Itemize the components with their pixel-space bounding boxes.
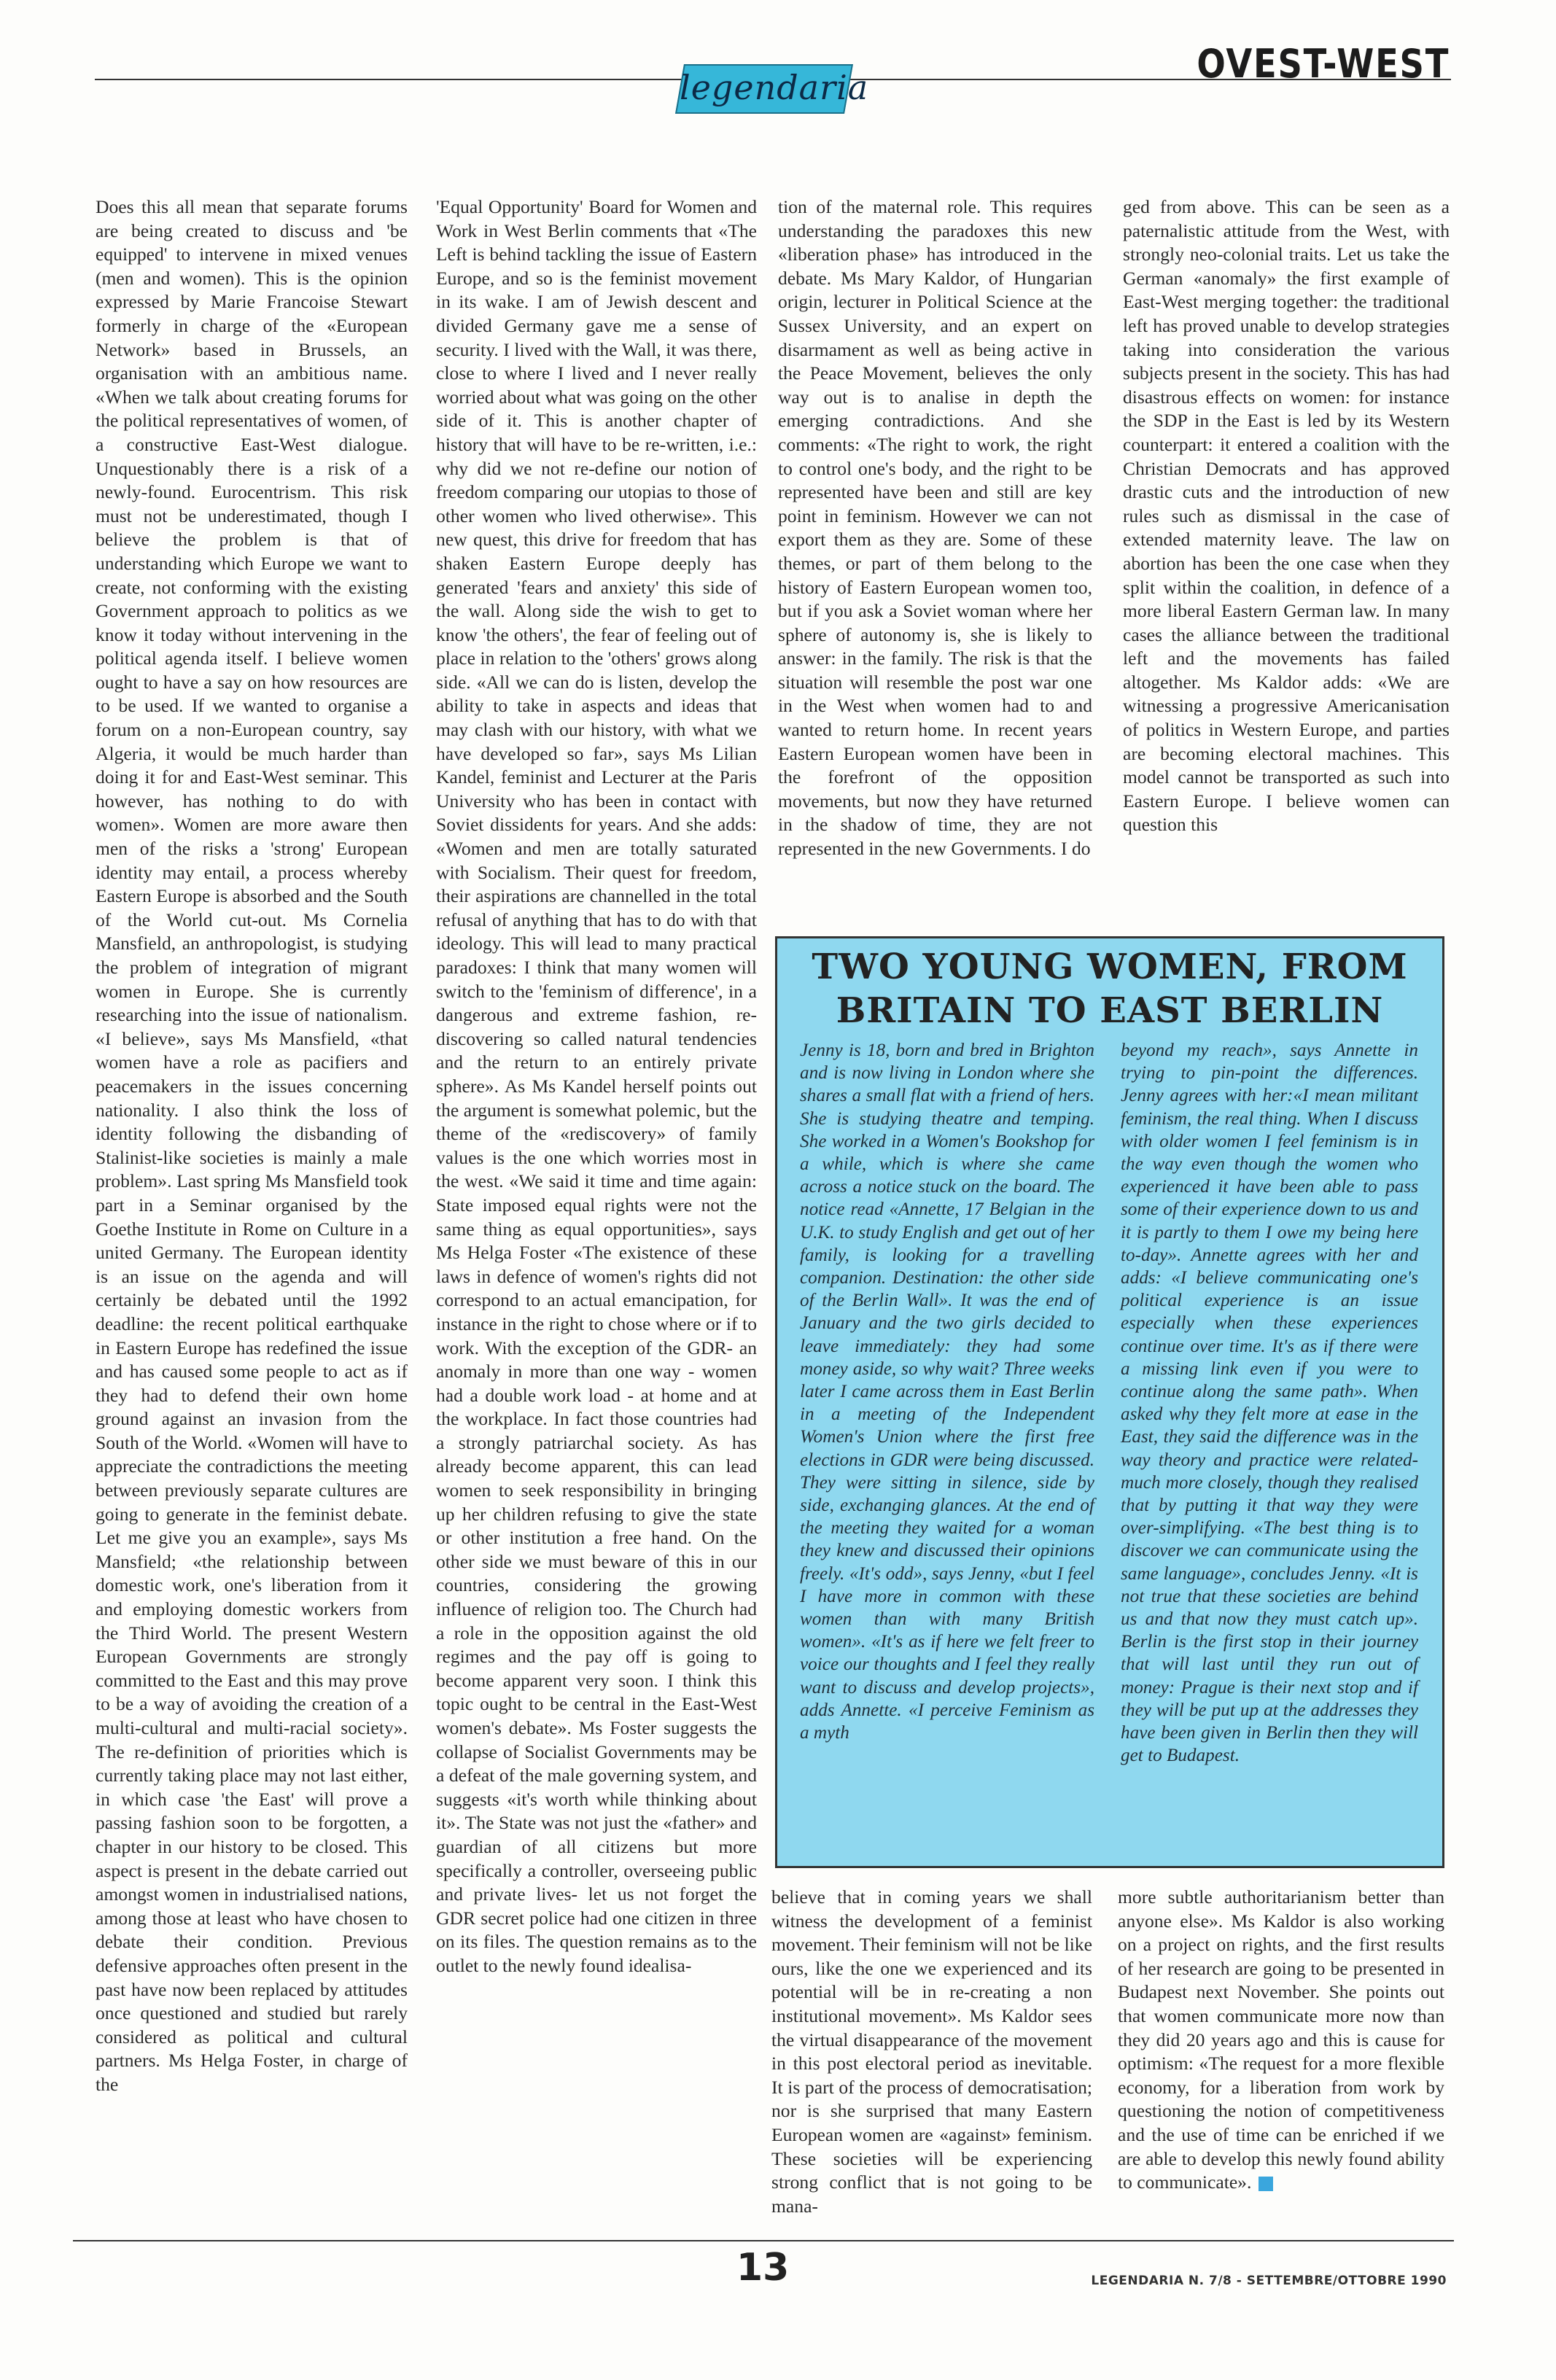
article-column-6 xyxy=(1118,1886,1444,2193)
article-text-col5: believe that in coming years we shall witness the development of a feminist movement. Their feminism will not be like ours, like the one we experienced and its potential will be in re-creating a non institutional movement». Ms Kaldor sees the virtual disappearance of the movement in this post electoral period as inevitable. It is part of the process of democratisation; nor is she surprised that many Eastern European women are «against» feminism. These societies will be experiencing strong conflict that is not going to be mana- xyxy=(771,1886,1092,2217)
boxout-title: TWO YOUNG WOMEN, FROM BRITAIN TO EAST BERLIN xyxy=(812,946,1408,1031)
footer-rule xyxy=(73,2240,1454,2241)
boxout-column-2: beyond my reach», says Annette in trying to pin-point the differences. Jenny agrees with her:«I mean militant feminism, the real thing. When I discuss with older women I feel feminism is in the way even though the women who experienced it have been able to pass some of their experience down to us and it is partly to them I owe my being here to-day». Annette agrees with her and adds: «I believe communicating one's political experience is an issue especially when these experiences continue over time. It's as if there were a missing link even if you were to continue along the same path». When asked why they felt more at ease in the East, they said the difference was in the way theory and practice were related- much more closely, though they realised that by putting it that way they were over-simplifying. «The best thing is to discover we can communicate using the same language», concludes Jenny. «It is not true that these societies are behind us and that now they must catch up». Berlin is the first stop in their journey that will last until they run out of money: Prague is their next stop and if they will be put up at the addresses they have been given in Berlin then they will get to Budapest. xyxy=(1121,1041,1418,1766)
section-title: OVEST-WEST xyxy=(1197,41,1450,87)
article-column-4 xyxy=(1123,195,1450,930)
article-text-col3: tion of the maternal role. This requires understanding the paradoxes this new «liberation phase» has introduced in the debate. Ms Mary Kaldor, of Hungarian origin, lecturer in Political Science at the Sussex University, and an expert on disarmament as well as being active in the Peace Movement, believes the only way out is to analise in depth the emerging contradictions. And she comments: «The right to work, the right to control one's body, and the right to be represented have been and still are key point in feminism. However we can not export them as they are. Some of these themes, or part of them belong to the history of Eastern European women too, but if you ask a Soviet woman where her sphere of autonomy is, she is likely to answer: in the family. The risk is that the situation will resemble the post war one in the West when women had to and wanted to return home. In recent years Eastern European women have been in the forefront of the opposition movements, but now they have returned in the shadow of time, they are not represented in the new Governments. I do xyxy=(778,196,1092,860)
end-of-article-square-icon xyxy=(1259,2177,1273,2191)
page-number: 13 xyxy=(736,2246,790,2290)
article-column-5 xyxy=(771,1886,1092,2217)
article-text-col2: 'Equal Opportunity' Board for Women and Work in West Berlin comments that «The Left is behind tackling the issue of Eastern Europe, and so is the feminist movement in its wake. I am of Jewish descent and divided Germany gave me a sense of security. I lived with the Wall, it was there, close to where I lived and I never really worried about what was going on the other side of it. This is another chapter of history that will have to be re-written, i.e.: why did we not re-define our notion of freedom comparing our utopias to those of other women who lived otherwise». This new quest, this drive for freedom that has shaken Eastern Europe deeply has generated 'fears and anxiety' this side of the wall. Along side the wish to get to know 'the others', the fear of feeling out of place in relation to the 'others' grows along side. «All we can do is listen, develop the ability to take in aspects and ideas that may clash with our history, with what we have developed so far», says Ms Lilian Kandel, feminist and Lecturer at the Paris University who has been in contact with Soviet dissidents for years. And she adds: «Women and men are totally saturated with Socialism. Their quest for freedom, their aspirations are channelled in the total refusal of anything that has to do with that ideology. This will lead to many practical paradoxes: I think that many women will switch to the 'feminism of difference', in a dangerous and extreme fashion, re-discovering so called natural tendencies and the return to an entirely private sphere». As Ms Kandel herself points out the argument is somewhat polemic, but the theme of the «rediscovery» of family values is the one which worries most in the west. «We said it time and time again: State imposed equal rights were not the same thing as equal opportunities», says Ms Helga Foster «The existence of these laws in defence of women's rights did not correspond to an actual emancipation, for instance in the right to chose where or if to work. With the exception of the GDR- an anomaly in more than one way - women had a double work load - at home and at the workplace. In fact those countries had a strongly patriarchal society. As has already become apparent, this can lead women to seek responsibility in bringing up her children refusing to give the state or other institution a free hand. On the other side we must beware of this in our countries, considering the growing influence of religion too. The Church had a role in the opposition against the old regimes and the pay off is going to become apparent very soon. I think this topic ought to be central in the East-West women's debate». Ms Foster suggests the collapse of Socialist Governments may be a defeat of the male governing system, and suggests «it's worth while thinking about it». The State was not just the «father» and guardian of all citizens but more specifically a controller, overseeing public and private lives- let us not forget the GDR secret police had one citizen in three on its files. The question remains as to the outlet to the newly found idealisa- xyxy=(436,196,757,1976)
boxout-column-1: Jenny is 18, born and bred in Brighton and is now living in London where she shares a small flat with a friend of hers. She is studying theatre and temping. She worked in a Women's Bookshop for a while, which is where she came across a notice stuck on the board. The notice read «Annette, 17 Belgian in the U.K. to study English and get out of her family, is looking for a travelling companion. Destination: the other side of the Berlin Wall». It was the end of January and the two girls decided to leave immediately: they had some money aside, so why wait? Three weeks later I came across them in East Berlin in a meeting of the Independent Women's Union where the first free elections in GDR were being discussed. They were sitting in silence, side by side, exchanging glances. At the end of the meeting they waited for a woman they knew and discussed their opinions freely. «It's odd», says Jenny, «but I feel I have more in common with these women than with many British women». «It's as if here we felt freer to voice our thoughts and I feel they really want to discuss and develop projects», adds Annette. «I perceive Feminism as a myth xyxy=(800,1041,1094,1743)
article-text-col1: Does this all mean that separate forums are being created to discuss and 'be equipped' to intervene in mixed venues (men and women). This is the opinion expressed by Marie Francoise Stewart formerly in charge of the «European Network» based in Brussels, an organisation with an ambitious name. «When we talk about creating forums for the political representatives of women, of a constructive East-West dialogue. Unquestionably there is a risk of a newly-found. Eurocentrism. This risk must not be underestimated, though I believe the problem is that of understanding which Europe we want to create, not conforming with the existing Government approach to politics as we know it today without intervening in the political agenda itself. I believe women ought to have a say on how resources are to be used. If we wanted to organise a forum on a non-European country, say Algeria, it would be much harder than doing it for and East-West seminar. This however, has nothing to do with women». Women are more aware then men of the risks a 'strong' European identity may entail, a process whereby Eastern Europe is absorbed and the South of the World cut-out. Ms Cornelia Mansfield, an anthropologist, is studying the problem of integration of migrant women in Europe. She is currently researching into the issue of nationalism. «I believe», says Ms Mansfield, «that women have a role as pacifiers and peacemakers in the issues concerning nationality. I also think the loss of identity following the disbanding of Stalinist-like societies is mainly a male problem». Last spring Ms Mansfield took part in a Seminar organised by the Goethe Institute in Rome on Culture in a united Germany. The European identity is an issue on the agenda and will certainly be debated until the 1992 deadline: the recent political earthquake in Eastern Europe has redefined the issue and has caused some people to act as if they had to defend their own home ground against an invasion from the South of the World. «Women will have to appreciate the contradictions the meeting between previously separate cultures are going to generate in the feminist debate. Let me give you an example», says Ms Mansfield; «the relationship between domestic work, one's liberation from it and employing domestic workers from the Third World. The present Western European Governments are strongly committed to the East and this may prove to be a way of avoiding the creation of a multi-cultural and multi-racial society». The re-definition of priorities which is currently taking place may not last either, in which case 'the East' will prove a passing fashion soon to be forgotten, a chapter in our history to be closed. This aspect is present in the debate carried out amongst women in industrialised nations, among those at least who have chosen to debate their condition. Previous defensive approaches often present in the past have now been replaced by attitudes once questioned and studied but rarely considered as political and cultural partners. Ms Helga Foster, in charge of the xyxy=(96,196,408,2095)
article-text-col4: ged from above. This can be seen as a paternalistic attitude from the West, with strongly neo-colonial traits. Let us take the German «anomaly» the first example of East-West merging together: the traditional left has proved unable to develop strategies taking into consideration the various subjects present in the society. This has had disastrous effects on women: for instance the SDP in the East is led by its Western counterpart: it entered a coalition with the Christian Democrats and has approved drastic cuts and the introduction of new rules such as dismissal in the case of extended maternity leave. The law on abortion has been the one case when they split within the coalition, in defence of a more liberal Eastern German law. In many cases the alliance between the traditional left and the movements has failed altogether. Ms Kaldor adds: «We are witnessing a progressive Americanisation of politics in Western Europe, and parties are becoming electoral machines. This model cannot be transported as such into Eastern Europe. I believe women can question this xyxy=(1123,196,1450,836)
article-text-col6: more subtle authoritarianism better than anyone else». Ms Kaldor is also working on a project on rights, and the first results of her research are going to be presented in Budapest next November. She points out that women communicate more now than they did 20 years ago and this is cause for optimism: «The request for a more flexible economy, for a liberation from work by questioning the notion of competitiveness and the use of time can be enriched if we are able to develop this newly found ability to communicate». xyxy=(1118,1886,1444,2193)
legendaria-logo: legendaria xyxy=(680,68,869,107)
article-column-3 xyxy=(778,195,1092,930)
article-column-2 xyxy=(436,195,757,2091)
article-column-1 xyxy=(96,195,408,2095)
issue-info: LEGENDARIA N. 7/8 - SETTEMBRE/OTTOBRE 1990 xyxy=(1091,2274,1447,2288)
